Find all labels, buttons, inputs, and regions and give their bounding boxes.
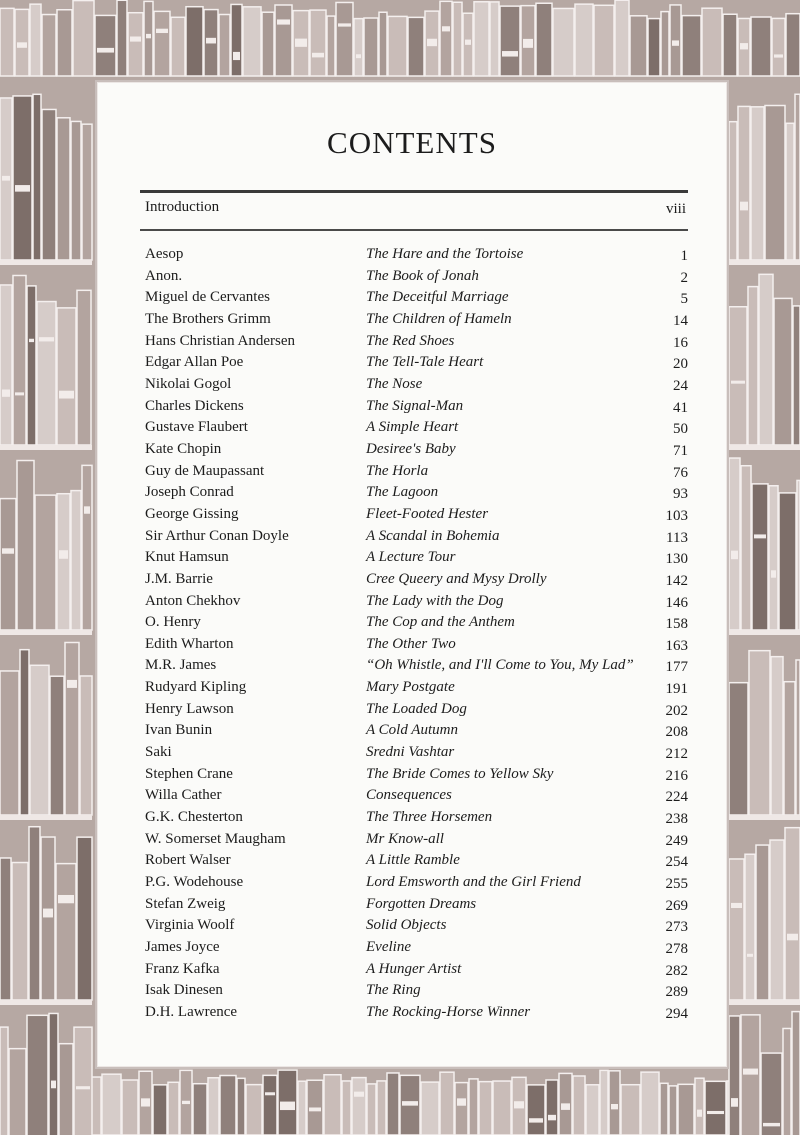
toc-entry <box>145 959 688 981</box>
page-number: 278 <box>665 941 688 957</box>
page-number: 238 <box>665 811 688 828</box>
page-number: 254 <box>665 854 688 871</box>
toc-entry <box>145 591 688 613</box>
page-number: 289 <box>665 984 688 1001</box>
toc-entry <box>145 547 688 569</box>
toc-entry <box>145 569 688 591</box>
author-name: Hans Christian Andersen <box>145 332 295 349</box>
page-number: 146 <box>665 594 688 611</box>
page-number: 294 <box>665 1005 688 1022</box>
author-name: Willa Cather <box>145 787 222 804</box>
page-number: 41 <box>673 399 688 416</box>
story-title: Eveline <box>366 939 411 955</box>
toc-entry <box>145 980 688 1002</box>
author-name: P.G. Wodehouse <box>145 874 244 891</box>
author-name: Anton Chekhov <box>145 592 241 609</box>
toc-entry <box>145 374 688 396</box>
page-number: 93 <box>673 486 688 503</box>
toc-entry <box>145 331 688 353</box>
page-number: 249 <box>665 832 688 849</box>
story-title: Cree Queery and Mysy Drolly <box>366 570 547 587</box>
story-title: A Scandal in Bohemia <box>366 527 500 544</box>
author-name: Anon. <box>145 267 183 284</box>
author-name: Nikolai Gogol <box>145 375 232 392</box>
author-name: O. Henry <box>145 614 201 631</box>
toc-entry <box>145 352 688 374</box>
story-title: The Horla <box>366 462 429 479</box>
page-number: 14 <box>673 312 688 329</box>
story-title: Mr Know-all <box>366 830 444 847</box>
page-number: 2 <box>680 269 688 286</box>
author-name: Isak Dinesen <box>145 982 223 999</box>
author-name: G.K. Chesterton <box>145 809 243 826</box>
author-name: George Gissing <box>145 505 239 522</box>
page-number: 216 <box>665 767 688 784</box>
toc-entry <box>145 655 688 677</box>
author-name: Virginia Woolf <box>145 917 235 934</box>
story-title: A Hunger Artist <box>366 960 462 977</box>
story-title: The Ring <box>366 982 421 999</box>
page-number: 103 <box>665 507 688 524</box>
toc-entry <box>145 244 688 266</box>
author-name: Edith Wharton <box>145 635 234 652</box>
page-number: 142 <box>665 572 688 589</box>
author-name: Gustave Flaubert <box>145 419 248 436</box>
toc-entry <box>145 417 688 439</box>
page-number: 113 <box>666 529 688 546</box>
page-number: 76 <box>673 464 688 481</box>
author-name: Franz Kafka <box>145 960 220 977</box>
introduction-label: Introduction <box>145 199 220 215</box>
page-number: 163 <box>665 637 688 654</box>
story-title: A Simple Heart <box>366 419 459 436</box>
story-title: The Nose <box>366 375 423 392</box>
toc-entry <box>145 266 688 288</box>
page-number: 273 <box>665 919 688 936</box>
page-number: 224 <box>665 789 688 806</box>
story-title: The Lady with the Dog <box>366 592 504 609</box>
story-title: The Lagoon <box>366 484 439 501</box>
toc-entry <box>145 482 688 504</box>
author-name: Sir Arthur Conan Doyle <box>145 527 289 544</box>
toc-entry <box>145 764 688 786</box>
page-number: 16 <box>673 334 688 351</box>
author-name: M.R. James <box>145 657 217 674</box>
author-name: Henry Lawson <box>145 700 234 717</box>
page-number: 269 <box>665 897 688 914</box>
toc-entry <box>145 396 688 418</box>
author-name: The Brothers Grimm <box>145 310 271 327</box>
toc-entry <box>145 504 688 526</box>
author-name: D.H. Lawrence <box>145 1003 238 1020</box>
author-name: W. Somerset Maugham <box>145 830 286 847</box>
story-title: Lord Emsworth and the Girl Friend <box>366 874 581 891</box>
toc-entry <box>145 872 688 894</box>
toc-entry <box>145 937 688 959</box>
story-title: The Hare and the Tortoise <box>366 246 524 262</box>
toc-entry <box>145 526 688 548</box>
story-title: “Oh Whistle, and I'll Come to You, My Lad” <box>366 657 634 674</box>
page-number: 20 <box>673 356 688 373</box>
toc-entry <box>145 850 688 872</box>
toc-entry <box>145 894 688 916</box>
toc-entry <box>145 699 688 721</box>
author-name: Rudyard Kipling <box>145 679 247 696</box>
story-title: Sredni Vashtar <box>366 744 455 761</box>
author-name: Charles Dickens <box>145 397 244 414</box>
page-number: 177 <box>665 659 688 676</box>
page-number: 50 <box>673 421 688 438</box>
story-title: The Deceitful Marriage <box>366 289 509 306</box>
toc-entry <box>145 634 688 656</box>
author-name: J.M. Barrie <box>145 570 213 587</box>
author-name: Saki <box>145 744 172 761</box>
story-title: The Three Horsemen <box>366 809 493 826</box>
story-title: A Little Ramble <box>366 852 460 869</box>
page-number: 282 <box>665 962 688 979</box>
story-title: The Children of Hameln <box>366 310 512 327</box>
page-number: 191 <box>665 681 688 698</box>
story-title: The Tell-Tale Heart <box>366 354 484 371</box>
toc-entry <box>145 785 688 807</box>
page-number: 1 <box>680 248 688 264</box>
author-name: Stefan Zweig <box>145 895 226 912</box>
story-title: Desiree's Baby <box>366 440 456 457</box>
page-number: 255 <box>665 876 688 893</box>
page-number: 212 <box>665 746 688 763</box>
author-name: Kate Chopin <box>145 440 222 457</box>
toc-entry <box>145 309 688 331</box>
author-name: Guy de Maupassant <box>145 462 265 479</box>
page-number: 130 <box>665 551 688 568</box>
toc-entry <box>145 439 688 461</box>
story-title: A Lecture Tour <box>366 549 456 566</box>
toc-list <box>145 244 688 1024</box>
page-number: 208 <box>665 724 688 741</box>
author-name: Joseph Conrad <box>145 484 234 501</box>
story-title: Fleet-Footed Hester <box>366 505 489 522</box>
story-title: The Rocking-Horse Winner <box>366 1003 531 1020</box>
introduction-page: viii <box>665 201 686 217</box>
story-title: The Bride Comes to Yellow Sky <box>366 765 554 782</box>
toc-entry <box>145 807 688 829</box>
toc-entry <box>145 720 688 742</box>
toc-entry <box>145 829 688 851</box>
author-name: Knut Hamsun <box>145 549 229 566</box>
author-name: Edgar Allan Poe <box>145 354 244 371</box>
author-name: Miguel de Cervantes <box>145 289 270 306</box>
story-title: The Cop and the Anthem <box>366 614 515 631</box>
author-name: Ivan Bunin <box>145 722 213 739</box>
page-number: 202 <box>665 702 688 719</box>
story-title: The Book of Jonah <box>366 267 479 284</box>
page-title: CONTENTS <box>327 125 497 160</box>
toc-entry <box>145 612 688 634</box>
story-title: The Other Two <box>366 635 456 652</box>
bottom-rule <box>140 229 688 231</box>
toc-entry <box>145 742 688 764</box>
author-name: James Joyce <box>145 939 220 955</box>
page-number: 158 <box>665 616 688 633</box>
story-title: Solid Objects <box>366 917 447 934</box>
story-title: A Cold Autumn <box>366 722 458 739</box>
author-name: Robert Walser <box>145 852 231 869</box>
story-title: The Red Shoes <box>366 332 455 349</box>
author-name: Aesop <box>145 246 184 262</box>
toc-entry <box>145 287 688 309</box>
toc-entry <box>145 1002 688 1024</box>
page-number: 71 <box>673 442 688 459</box>
story-title: Forgotten Dreams <box>366 895 477 912</box>
story-title: Consequences <box>366 787 452 804</box>
author-name: Stephen Crane <box>145 765 233 782</box>
toc-entry <box>145 677 688 699</box>
toc-entry <box>145 461 688 483</box>
page-number: 24 <box>673 377 688 394</box>
story-title: The Loaded Dog <box>366 700 467 717</box>
top-rule <box>140 190 688 193</box>
toc-entry <box>145 915 688 937</box>
story-title: Mary Postgate <box>366 679 455 696</box>
story-title: The Signal-Man <box>366 397 464 414</box>
page-number: 5 <box>680 291 688 308</box>
